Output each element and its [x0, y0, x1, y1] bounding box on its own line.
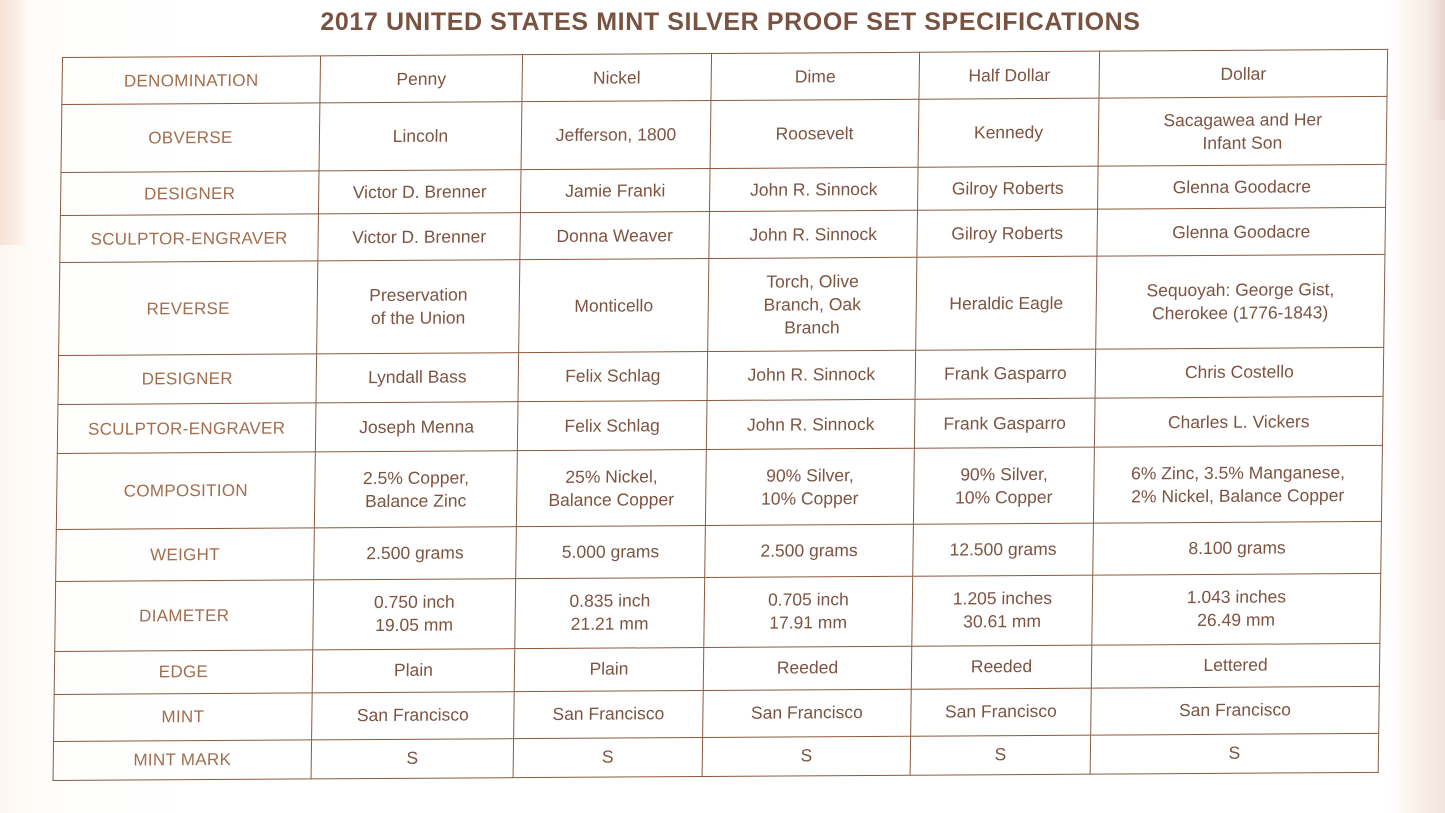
table-cell: 6% Zinc, 3.5% Manganese, 2% Nickel, Balance Copper: [1093, 446, 1382, 524]
table-cell: John R. Sinnock: [706, 399, 915, 450]
row-label: DENOMINATION: [62, 56, 321, 105]
table-cell: John R. Sinnock: [709, 167, 918, 211]
table-cell: 1.043 inches 26.49 mm: [1092, 573, 1381, 645]
table-cell: 0.750 inch 19.05 mm: [313, 578, 516, 649]
table-row-reverse-sculptor: [57, 396, 1383, 453]
specifications-table: [53, 49, 1389, 781]
table-row-denomination: [62, 49, 1388, 104]
table-cell: Sequoyah: George Gist, Cherokee (1776-1843): [1096, 255, 1385, 349]
table-cell: Frank Gasparro: [915, 349, 1096, 399]
table-cell: S: [513, 737, 703, 777]
table-cell: Felix Schlag: [518, 351, 708, 401]
table-cell: Donna Weaver: [520, 212, 710, 260]
table-cell: 25% Nickel, Balance Copper: [516, 450, 706, 527]
table-cell: Jamie Franki: [520, 169, 710, 213]
table-cell: San Francisco: [514, 690, 704, 738]
table-row-obverse-sculptor: [60, 208, 1386, 263]
row-label: EDGE: [54, 649, 313, 694]
table-cell: 2.500 grams: [705, 525, 914, 578]
row-label: DIAMETER: [55, 580, 314, 651]
table-cell: Jefferson, 1800: [521, 101, 711, 170]
table-cell: San Francisco: [911, 688, 1092, 736]
table-cell: John R. Sinnock: [709, 210, 918, 259]
table-cell: 90% Silver, 10% Copper: [913, 448, 1094, 525]
table-cell: Victor D. Brenner: [318, 170, 521, 214]
row-label: WEIGHT: [56, 528, 315, 581]
table-cell: Gilroy Roberts: [918, 166, 1099, 210]
table-cell: Roosevelt: [710, 99, 919, 168]
table-cell: Lyndall Bass: [316, 352, 519, 403]
table-cell: 0.835 inch 21.21 mm: [515, 577, 705, 648]
table-cell: Monticello: [519, 259, 709, 353]
row-label: MINT MARK: [53, 740, 312, 781]
table-cell: San Francisco: [1091, 686, 1380, 735]
table-cell: Charles L. Vickers: [1094, 396, 1383, 447]
table-cell: 8.100 grams: [1093, 522, 1382, 575]
table-row-obverse: [61, 97, 1387, 173]
table-row-mint-mark: [53, 733, 1379, 780]
table-row-composition: [56, 446, 1382, 530]
table-cell: 90% Silver, 10% Copper: [705, 449, 914, 526]
table-cell: Reeded: [703, 646, 912, 690]
row-label: MINT: [54, 693, 313, 742]
table-cell: Glenna Goodacre: [1097, 208, 1386, 257]
table-cell: S: [311, 739, 514, 779]
table-row-reverse-designer: [58, 347, 1384, 404]
row-label: SCULPTOR-ENGRAVER: [57, 403, 316, 454]
table-row-weight: [56, 522, 1382, 581]
table-cell: 0.705 inch 17.91 mm: [704, 576, 913, 647]
table-cell: Lincoln: [319, 102, 522, 171]
row-label: DESIGNER: [60, 171, 319, 216]
row-label: DESIGNER: [58, 354, 317, 405]
row-label: SCULPTOR-ENGRAVER: [60, 214, 319, 263]
table-cell: Torch, Olive Branch, Oak Branch: [708, 258, 917, 352]
table-cell: S: [1090, 733, 1379, 774]
table-cell: S: [702, 736, 911, 776]
table-cell: 1.205 inches 30.61 mm: [912, 575, 1093, 646]
table-cell: Heraldic Eagle: [916, 257, 1097, 351]
table-cell: Preservation of the Union: [317, 260, 520, 354]
table-cell: 12.500 grams: [913, 523, 1094, 575]
table-cell: Reeded: [911, 645, 1092, 689]
table-cell: Plain: [514, 647, 704, 691]
table-row-reverse: [59, 255, 1385, 356]
row-label: OBVERSE: [61, 103, 320, 172]
table-row-diameter: [55, 573, 1381, 651]
table-cell: Dime: [711, 52, 920, 101]
table-cell: Gilroy Roberts: [917, 209, 1098, 257]
page-title: 2017 UNITED STATES MINT SILVER PROOF SET SPECIFICATIONS: [320, 8, 1141, 36]
table-cell: San Francisco: [312, 691, 515, 739]
table-cell: Chris Costello: [1095, 347, 1384, 398]
table-cell: Victor D. Brenner: [318, 213, 521, 261]
table-cell: Glenna Goodacre: [1098, 164, 1387, 209]
table-cell: Lettered: [1091, 643, 1380, 688]
table-cell: Plain: [312, 648, 515, 692]
table-cell: Penny: [320, 55, 523, 103]
table-cell: 2.5% Copper, Balance Zinc: [314, 451, 517, 528]
table-cell: Kennedy: [918, 98, 1099, 167]
table-cell: Joseph Menna: [315, 402, 518, 453]
table-cell: Sacagawea and Her Infant Son: [1098, 97, 1387, 167]
table-row-mint: [54, 686, 1380, 741]
table-cell: Nickel: [522, 54, 712, 102]
table-cell: 5.000 grams: [516, 526, 706, 578]
row-label: REVERSE: [59, 261, 318, 355]
table-cell: Half Dollar: [919, 51, 1100, 99]
table-cell: S: [910, 735, 1091, 775]
table-cell: Frank Gasparro: [914, 398, 1095, 448]
table-cell: John R. Sinnock: [707, 350, 916, 401]
row-label: COMPOSITION: [56, 452, 315, 530]
spec-table-container: [53, 49, 1411, 781]
table-cell: Dollar: [1099, 49, 1388, 98]
table-cell: San Francisco: [703, 689, 912, 738]
table-cell: Felix Schlag: [517, 401, 707, 451]
table-cell: 2.500 grams: [314, 527, 517, 580]
